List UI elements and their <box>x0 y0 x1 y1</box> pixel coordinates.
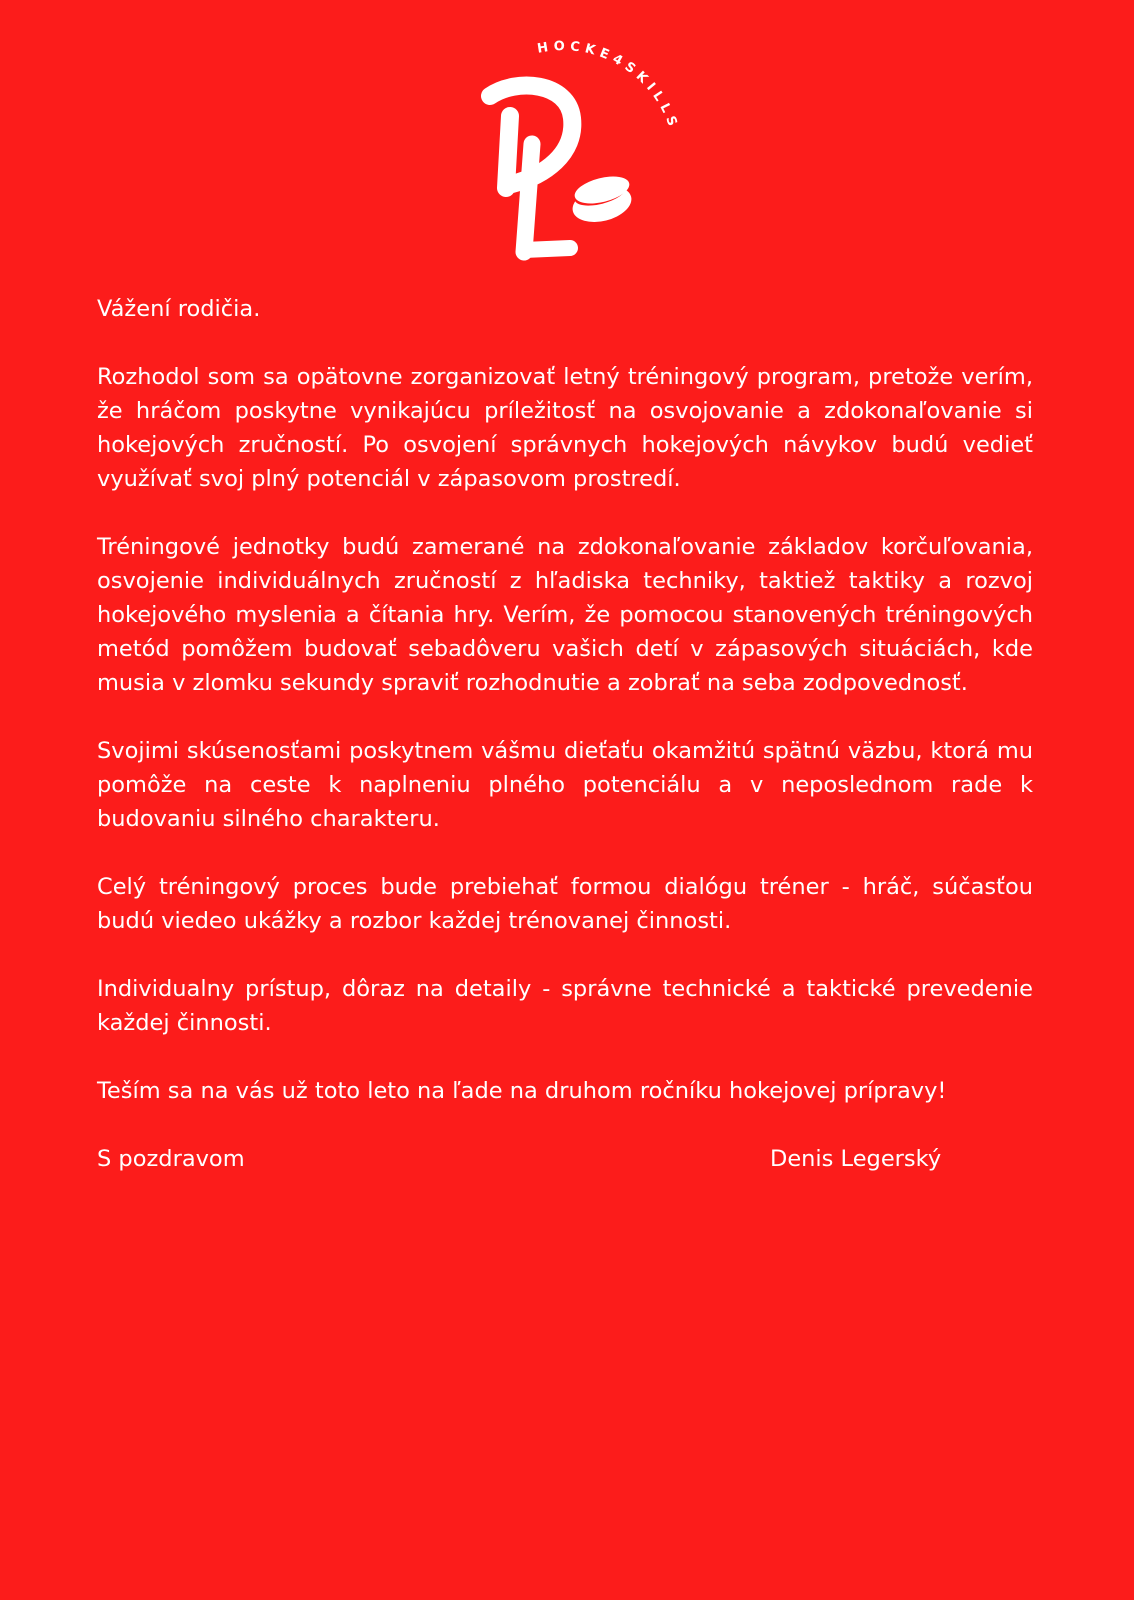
paragraph: Tréningové jednotky budú zamerané na zdokonaľovanie základov korčuľovania, osvojenie individuálnych zručností z hľadiska techniky, taktiež taktiky a rozvoj hokejového myslenia a čítania hry. Verím, že pomocou stanovených tréningových metód pomôžem budovať sebadôveru vašich detí v zápasových situáciách, kde musia v zlomku sekundy spraviť rozhodnutie a zobrať na seba zodpovednosť. <box>97 534 1033 696</box>
signature-name: Denis Legerský <box>770 1146 942 1172</box>
paragraph: Individualny prístup, dôraz na detaily - správne technické a taktické prevedenie každej činnosti. <box>97 976 1033 1036</box>
paragraph: Celý tréningový proces bude prebiehať formou dialógu tréner - hráč, súčasťou budú viedeo ukážky a rozbor každej trénovanej činnosti. <box>97 874 1033 934</box>
paragraph: Svojimi skúsenosťami poskytnem vášmu dieťaťu okamžitú spätnú väzbu, ktorá mu pomôže na ceste k naplneniu plného potenciálu a v neposlednom rade k budovaniu silného charakteru. <box>97 738 1033 832</box>
closing-line <box>97 1142 1033 1176</box>
greeting: Vážení rodičia. <box>97 296 261 322</box>
puck-icon <box>569 172 635 228</box>
logo <box>476 36 696 276</box>
closing-salutation: S pozdravom <box>97 1146 245 1172</box>
logo-arc-text: HOCKE4SKILLS <box>536 39 682 133</box>
paragraph: Rozhodol som sa opätovne zorganizovať letný tréningový program, pretože verím, že hráčom poskytne vynikajúcu príležitosť na osvojovanie a zdokonaľovanie si hokejových zručností. Po osvojení správnych hokejových návykov budú vedieť využívať svoj plný potenciál v zápasovom prostredí. <box>97 364 1033 492</box>
logo-initials-mark <box>490 86 572 252</box>
letter-body <box>97 292 1033 1176</box>
paragraph: Teším sa na vás už toto leto na ľade na druhom ročníku hokejovej prípravy! <box>97 1078 947 1104</box>
